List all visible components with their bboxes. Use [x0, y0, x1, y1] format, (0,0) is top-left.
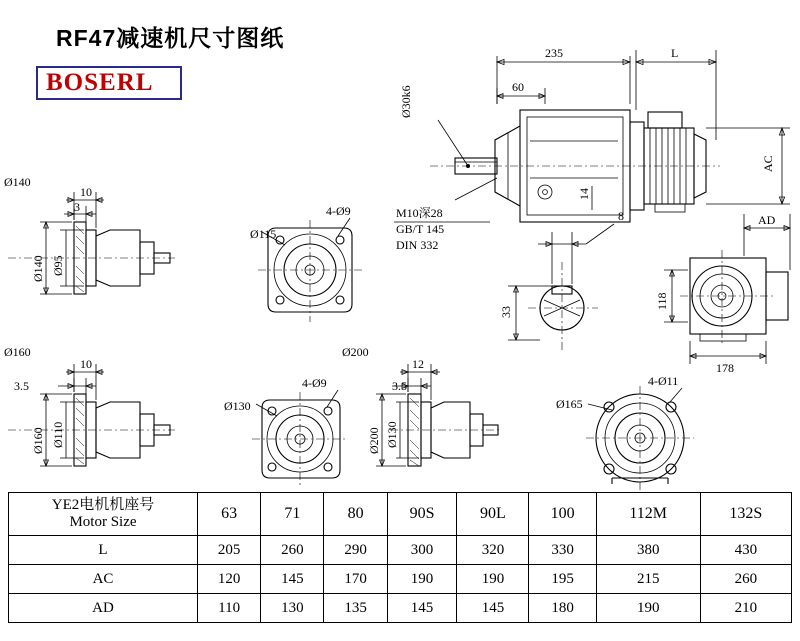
cell-AD-0: 110 [198, 594, 261, 623]
dim-dia140-v: Ø140 [31, 255, 45, 282]
col-header-6: 112M [596, 493, 700, 536]
cell-L-7: 430 [700, 536, 791, 565]
flange-200-side-view [342, 345, 500, 466]
cell-AC-5: 195 [529, 565, 596, 594]
flange-130-face-view [224, 376, 348, 486]
label-dia-115: Ø115 [250, 227, 277, 241]
cell-L-3: 300 [387, 536, 457, 565]
dim-L: L [671, 46, 679, 60]
dim-10-a: 10 [80, 185, 92, 199]
dim-235: 235 [545, 46, 563, 60]
table-row [9, 565, 792, 594]
cell-AD-3: 145 [387, 594, 457, 623]
motor-size-table [8, 492, 792, 623]
main-assembly-view [394, 46, 790, 375]
dim-3-a: 3 [74, 200, 80, 214]
dim-14: 14 [577, 188, 591, 200]
dim-33: 33 [499, 306, 513, 318]
dim-60: 60 [512, 80, 524, 94]
cell-L-5: 330 [529, 536, 596, 565]
brand-logo-text: BOSERL [46, 69, 154, 96]
cell-AD-5: 180 [529, 594, 596, 623]
label-4xdia9-b: 4-Ø9 [302, 376, 327, 390]
col-header-4: 90L [457, 493, 529, 536]
dim-AD: AD [758, 213, 776, 227]
note-gbt145: GB/T 145 [396, 222, 445, 236]
label-dia-130: Ø130 [224, 399, 251, 413]
page-title: RF47减速机尺寸图纸 [56, 25, 285, 51]
col-header-7: 132S [700, 493, 791, 536]
cell-AC-7: 260 [700, 565, 791, 594]
col-header-1: 71 [261, 493, 324, 536]
label-dia-140-top: Ø140 [4, 175, 31, 189]
cell-AD-7: 210 [700, 594, 791, 623]
flange-160-side-view [4, 345, 175, 466]
cell-AC-3: 190 [387, 565, 457, 594]
dim-12-e: 12 [412, 357, 424, 371]
label-dia-200-top: Ø200 [342, 345, 369, 359]
dim-10-c: 10 [80, 357, 92, 371]
cell-AD-4: 145 [457, 594, 529, 623]
table-header-label-en: Motor Size [69, 514, 137, 530]
dim-35-e: 3.5 [392, 379, 407, 393]
dim-178: 178 [716, 361, 734, 375]
cell-L-0: 205 [198, 536, 261, 565]
row-label-AC: AC [9, 565, 198, 594]
label-dia-165: Ø165 [556, 397, 583, 411]
cell-AC-2: 170 [324, 565, 387, 594]
table-row [9, 536, 792, 565]
dim-AC: AC [761, 155, 775, 172]
flange-140-side-view [4, 175, 175, 294]
col-header-5: 100 [529, 493, 596, 536]
dim-35-c: 3.5 [14, 379, 29, 393]
motor-end-view [655, 213, 790, 375]
row-label-AD: AD [9, 594, 198, 623]
col-header-3: 90S [387, 493, 457, 536]
table-header-row [9, 493, 792, 536]
table-row [9, 594, 792, 623]
cell-AD-6: 190 [596, 594, 700, 623]
dim-dia200-v: Ø200 [367, 427, 381, 454]
label-4xdia9-a: 4-Ø9 [326, 204, 351, 218]
dim-118: 118 [655, 292, 669, 310]
col-header-2: 80 [324, 493, 387, 536]
label-4xdia11: 4-Ø11 [648, 374, 679, 388]
cell-AC-1: 145 [261, 565, 324, 594]
table-header-label [9, 493, 198, 536]
note-din332: DIN 332 [396, 238, 439, 252]
cell-L-1: 260 [261, 536, 324, 565]
label-dia-160-top: Ø160 [4, 345, 31, 359]
dim-8: 8 [618, 209, 624, 223]
col-header-0: 63 [198, 493, 261, 536]
dim-dia110-v: Ø110 [51, 421, 65, 448]
note-m10: M10深28 [396, 206, 443, 220]
dim-dia95-v: Ø95 [51, 255, 65, 276]
dim-dia160-v: Ø160 [31, 427, 45, 454]
shaft-section-detail [499, 209, 624, 350]
dim-dia130-v: Ø130 [385, 421, 399, 448]
row-label-L: L [9, 536, 198, 565]
cell-AC-6: 215 [596, 565, 700, 594]
cell-L-4: 320 [457, 536, 529, 565]
flange-165-face-view [556, 374, 694, 490]
cell-L-2: 290 [324, 536, 387, 565]
cell-AD-1: 130 [261, 594, 324, 623]
flange-115-face-view [250, 204, 362, 322]
table-header-label-cn: YE2电机机座号 [51, 496, 155, 513]
dim-shaft-dia: Ø30k6 [399, 85, 413, 118]
cell-AC-0: 120 [198, 565, 261, 594]
cell-AD-2: 135 [324, 594, 387, 623]
cell-AC-4: 190 [457, 565, 529, 594]
cell-L-6: 380 [596, 536, 700, 565]
